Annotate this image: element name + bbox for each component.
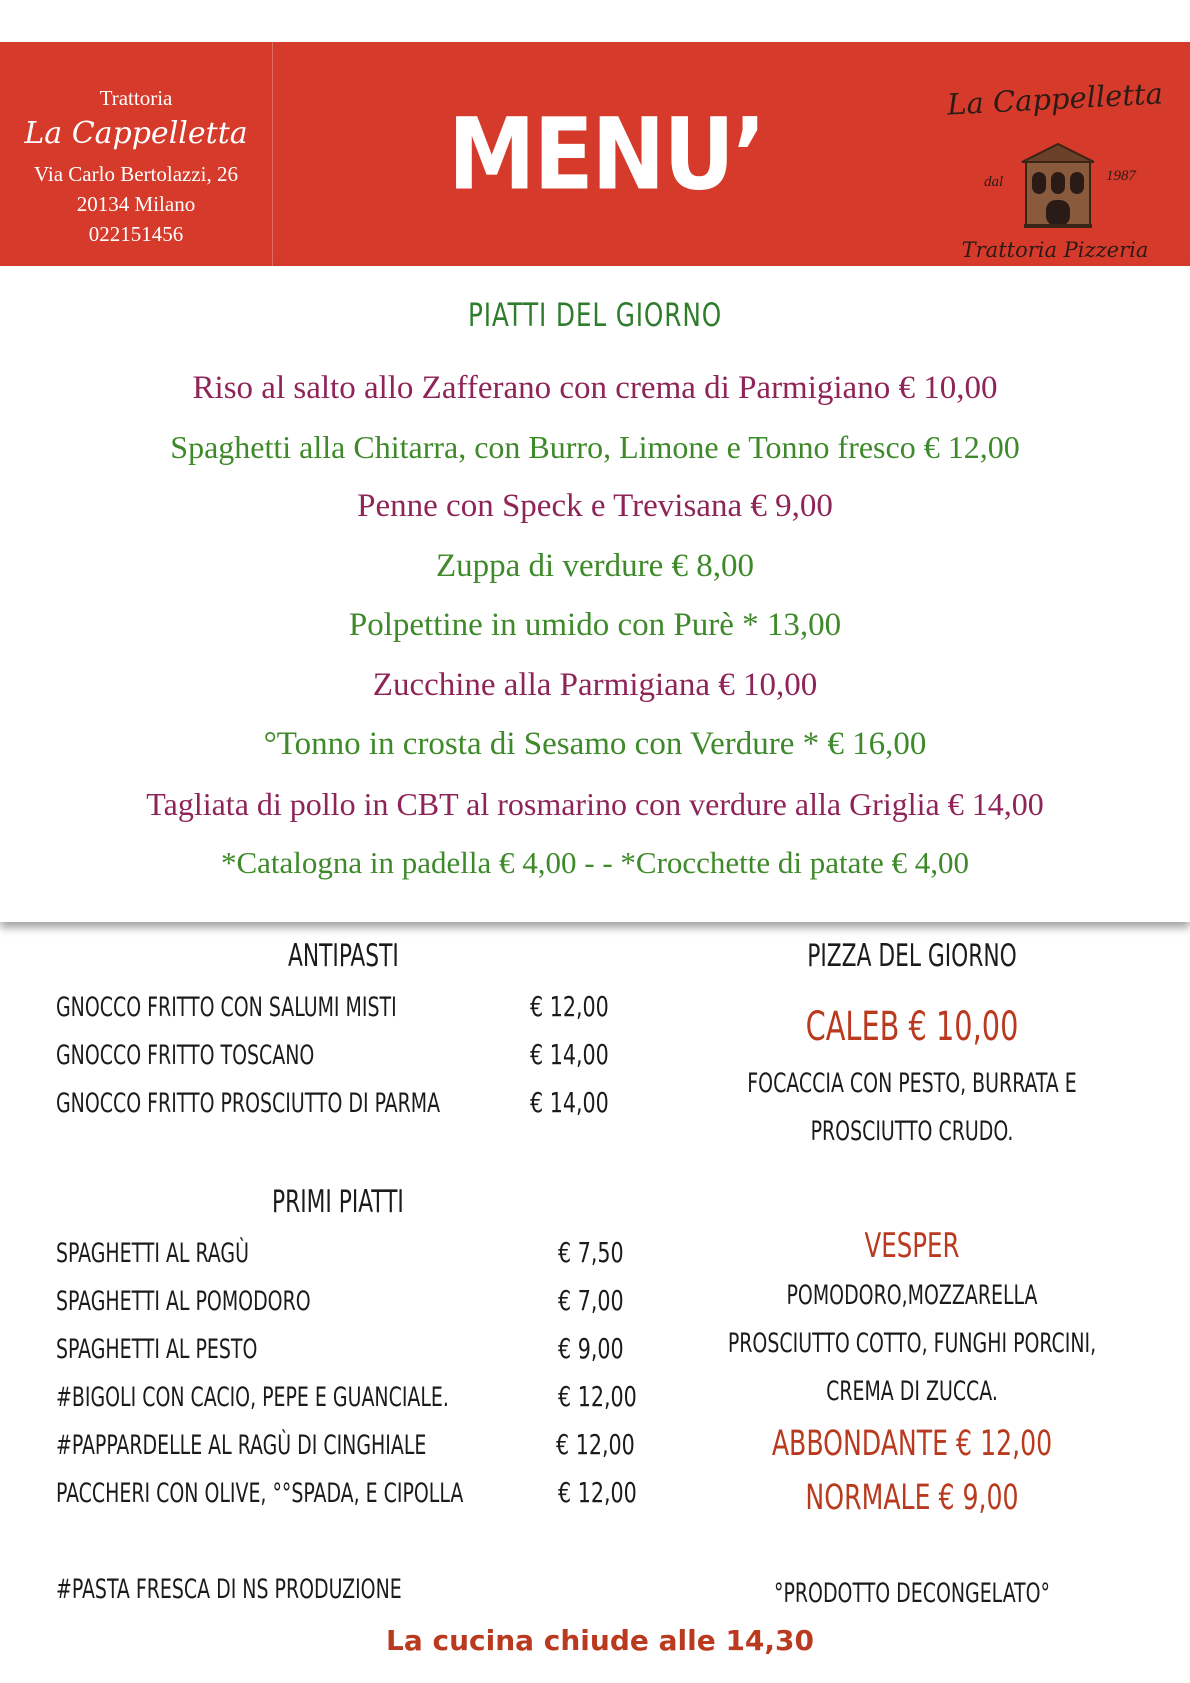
pizza-caleb-name-price: CALEB € 10,00 bbox=[805, 1004, 1019, 1050]
decongelato-note: °PRODOTTO DECONGELATO° bbox=[773, 1578, 1050, 1609]
restaurant-logo bbox=[940, 76, 1170, 262]
daily-dish-9: *Catalogna in padella € 4,00 - - *Crocchette di patate € 4,00 bbox=[220, 845, 970, 880]
primo-6-name: PACCHERI CON OLIVE, °°SPADA, E CIPOLLA bbox=[56, 1478, 464, 1509]
header-bar bbox=[0, 42, 1190, 266]
daily-dish-1: Riso al salto allo Zafferano con crema di Parmigiano € 10,00 bbox=[192, 370, 998, 406]
daily-dish-5: Polpettine in umido con Purè * 13,00 bbox=[348, 607, 842, 643]
antipasto-3-price: € 14,00 bbox=[530, 1086, 609, 1119]
primo-5-name: #PAPPARDELLE AL RAGÙ DI CINGHIALE bbox=[56, 1430, 427, 1461]
restaurant-address: Via Carlo Bertolazzi, 26 bbox=[33, 162, 238, 186]
primo-2-price: € 7,00 bbox=[558, 1284, 624, 1317]
pizza-vesper-desc-line1: POMODORO,MOZZARELLA bbox=[786, 1280, 1038, 1311]
primo-4-price: € 12,00 bbox=[558, 1380, 637, 1413]
antipasto-3-name: GNOCCO FRITTO PROSCIUTTO DI PARMA bbox=[56, 1088, 441, 1119]
logo-since-label: dal bbox=[984, 174, 1004, 190]
daily-dish-2: Spaghetti alla Chitarra, con Burro, Limone e Tonno fresco € 12,00 bbox=[170, 429, 1020, 465]
restaurant-city: 20134 Milano bbox=[76, 192, 196, 216]
primo-3-name: SPAGHETTI AL PESTO bbox=[56, 1334, 258, 1365]
logo-name: La Cappelletta bbox=[946, 76, 1164, 122]
primo-2-name: SPAGHETTI AL POMODORO bbox=[56, 1286, 311, 1317]
building-icon bbox=[1020, 142, 1096, 228]
logo-subtitle: Trattoria Pizzeria bbox=[961, 238, 1149, 262]
antipasto-1-name: GNOCCO FRITTO CON SALUMI MISTI bbox=[56, 992, 397, 1023]
primo-4-name: #BIGOLI CON CACIO, PEPE E GUANCIALE. bbox=[56, 1382, 449, 1413]
pasta-fresca-note: #PASTA FRESCA DI NS PRODUZIONE bbox=[56, 1574, 402, 1605]
piatti-del-giorno-title: PIATTI DEL GIORNO bbox=[467, 296, 723, 334]
pizza-caleb-desc-line2: PROSCIUTTO CRUDO. bbox=[810, 1116, 1014, 1147]
primo-5-price: € 12,00 bbox=[556, 1428, 635, 1461]
daily-dish-7: °Tonno in crosta di Sesamo con Verdure * € 16,00 bbox=[263, 726, 927, 762]
logo-year: 1987 bbox=[1106, 168, 1136, 184]
restaurant-kind: Trattoria bbox=[99, 86, 173, 110]
pizza-vesper-normale: NORMALE € 9,00 bbox=[805, 1478, 1019, 1518]
menu-title: MENU’ bbox=[448, 96, 765, 213]
piatti-del-giorno-panel bbox=[0, 266, 1190, 922]
pizza-vesper-name: VESPER bbox=[864, 1226, 960, 1266]
restaurant-name: La Cappelletta bbox=[24, 116, 248, 151]
daily-dish-6: Zucchine alla Parmigiana € 10,00 bbox=[372, 667, 818, 703]
primo-6-price: € 12,00 bbox=[558, 1476, 637, 1509]
primo-1-price: € 7,50 bbox=[558, 1236, 624, 1269]
restaurant-phone: 022151456 bbox=[88, 222, 184, 246]
antipasto-2-price: € 14,00 bbox=[530, 1038, 609, 1071]
daily-dish-4: Zuppa di verdure € 8,00 bbox=[436, 548, 754, 584]
daily-dish-8: Tagliata di pollo in CBT al rosmarino con verdure alla Griglia € 14,00 bbox=[146, 786, 1044, 822]
primi-piatti-title: PRIMI PIATTI bbox=[272, 1184, 404, 1220]
pizza-vesper-desc-line2: PROSCIUTTO COTTO, FUNGHI PORCINI, bbox=[727, 1328, 1097, 1359]
restaurant-info bbox=[0, 42, 273, 266]
primo-3-price: € 9,00 bbox=[558, 1332, 624, 1365]
pizza-caleb-desc-line1: FOCACCIA CON PESTO, BURRATA E bbox=[747, 1068, 1077, 1099]
primo-1-name: SPAGHETTI AL RAGÙ bbox=[56, 1238, 249, 1269]
kitchen-closing-time: La cucina chiude alle 14,30 bbox=[385, 1624, 815, 1657]
antipasto-2-name: GNOCCO FRITTO TOSCANO bbox=[56, 1040, 315, 1071]
pizza-vesper-desc-line3: CREMA DI ZUCCA. bbox=[826, 1376, 998, 1407]
daily-dish-3: Penne con Speck e Trevisana € 9,00 bbox=[357, 488, 833, 524]
pizza-vesper-abbondante: ABBONDANTE € 12,00 bbox=[771, 1424, 1053, 1464]
antipasto-1-price: € 12,00 bbox=[530, 990, 609, 1023]
antipasti-title: ANTIPASTI bbox=[288, 938, 399, 974]
pizza-del-giorno-title: PIZZA DEL GIORNO bbox=[807, 938, 1017, 974]
